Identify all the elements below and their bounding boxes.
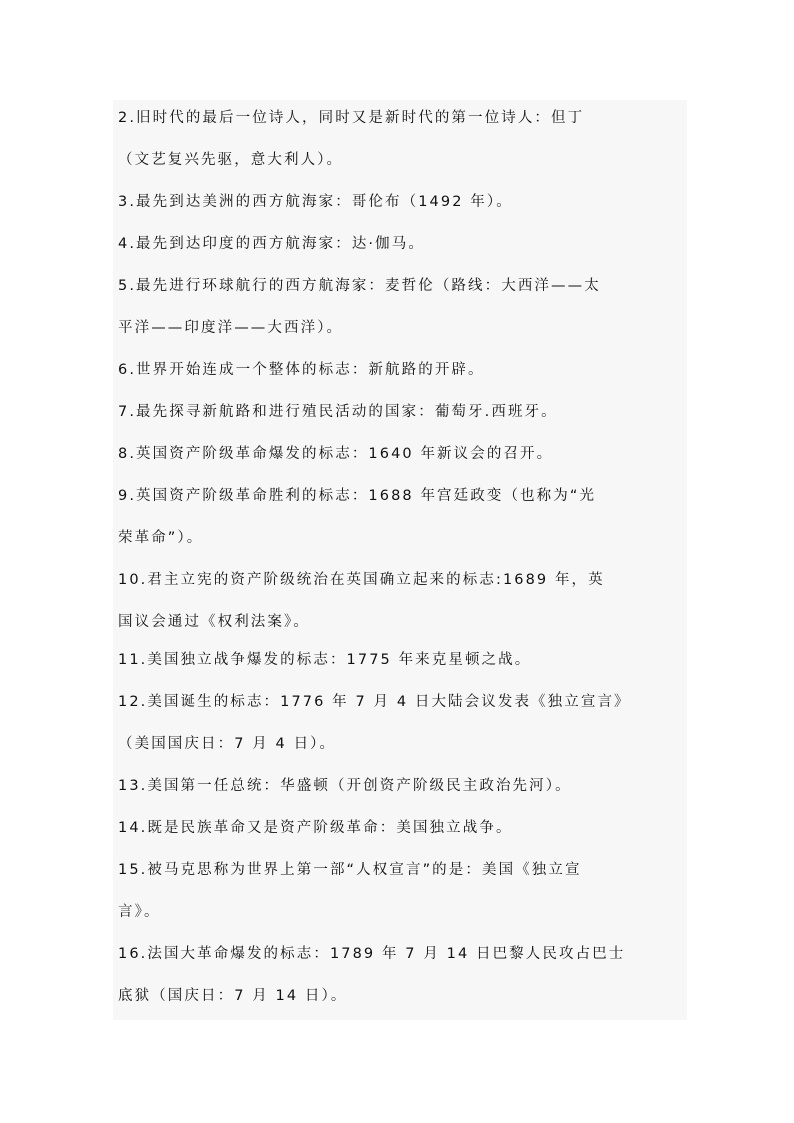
text-line: 4.最先到达印度的西方航海家：达·伽马。 xyxy=(118,236,425,252)
text-line: 6.世界开始连成一个整体的标志：新航路的开辟。 xyxy=(118,362,485,378)
text-line: 13.美国第一任总统：华盛顿（开创资产阶级民主政治先河）。 xyxy=(118,778,572,794)
text-line: 平洋——印度洋——大西洋）。 xyxy=(118,320,344,336)
text-line: 14.既是民族革命又是资产阶级革命：美国独立战争。 xyxy=(118,820,513,836)
text-line: 7.最先探寻新航路和进行殖民活动的国家：葡萄牙.西班牙。 xyxy=(118,404,558,420)
text-line: （美国国庆日：7 月 4 日）。 xyxy=(118,736,337,752)
text-line: 11.美国独立战争爆发的标志：1775 年来克星顿之战。 xyxy=(118,652,532,668)
text-line: 8.英国资产阶级革命爆发的标志：1640 年新议会的召开。 xyxy=(118,446,554,462)
text-line: 3.最先到达美洲的西方航海家：哥伦布（1492 年）。 xyxy=(118,194,513,210)
text-line: 国议会通过《权利法案》。 xyxy=(118,614,310,630)
text-line: （文艺复兴先驱，意大利人）。 xyxy=(118,152,344,168)
text-line: 2.旧时代的最后一位诗人，同时又是新时代的第一位诗人：但丁 xyxy=(118,110,585,126)
text-line: 底狱（国庆日：7 月 14 日）。 xyxy=(118,988,348,1004)
text-line: 言》。 xyxy=(118,904,161,920)
text-line: 9.英国资产阶级革命胜利的标志：1688 年宫廷政变（也称为“光 xyxy=(118,488,597,504)
text-line: 15.被马克思称为世界上第一部“人权宣言”的是：美国《独立宣 xyxy=(118,862,582,878)
text-line: 12.美国诞生的标志：1776 年 7 月 4 日大陆会议发表《独立宣言》 xyxy=(118,694,631,710)
text-line: 5.最先进行环球航行的西方航海家：麦哲伦（路线：大西洋——太 xyxy=(118,278,601,294)
text-line: 荣革命”）。 xyxy=(118,530,204,546)
text-line: 10.君主立宪的资产阶级统治在英国确立起来的标志:1689 年，英 xyxy=(118,572,605,588)
text-line: 16.法国大革命爆发的标志：1789 年 7 月 14 日巴黎人民攻占巴士 xyxy=(118,946,626,962)
